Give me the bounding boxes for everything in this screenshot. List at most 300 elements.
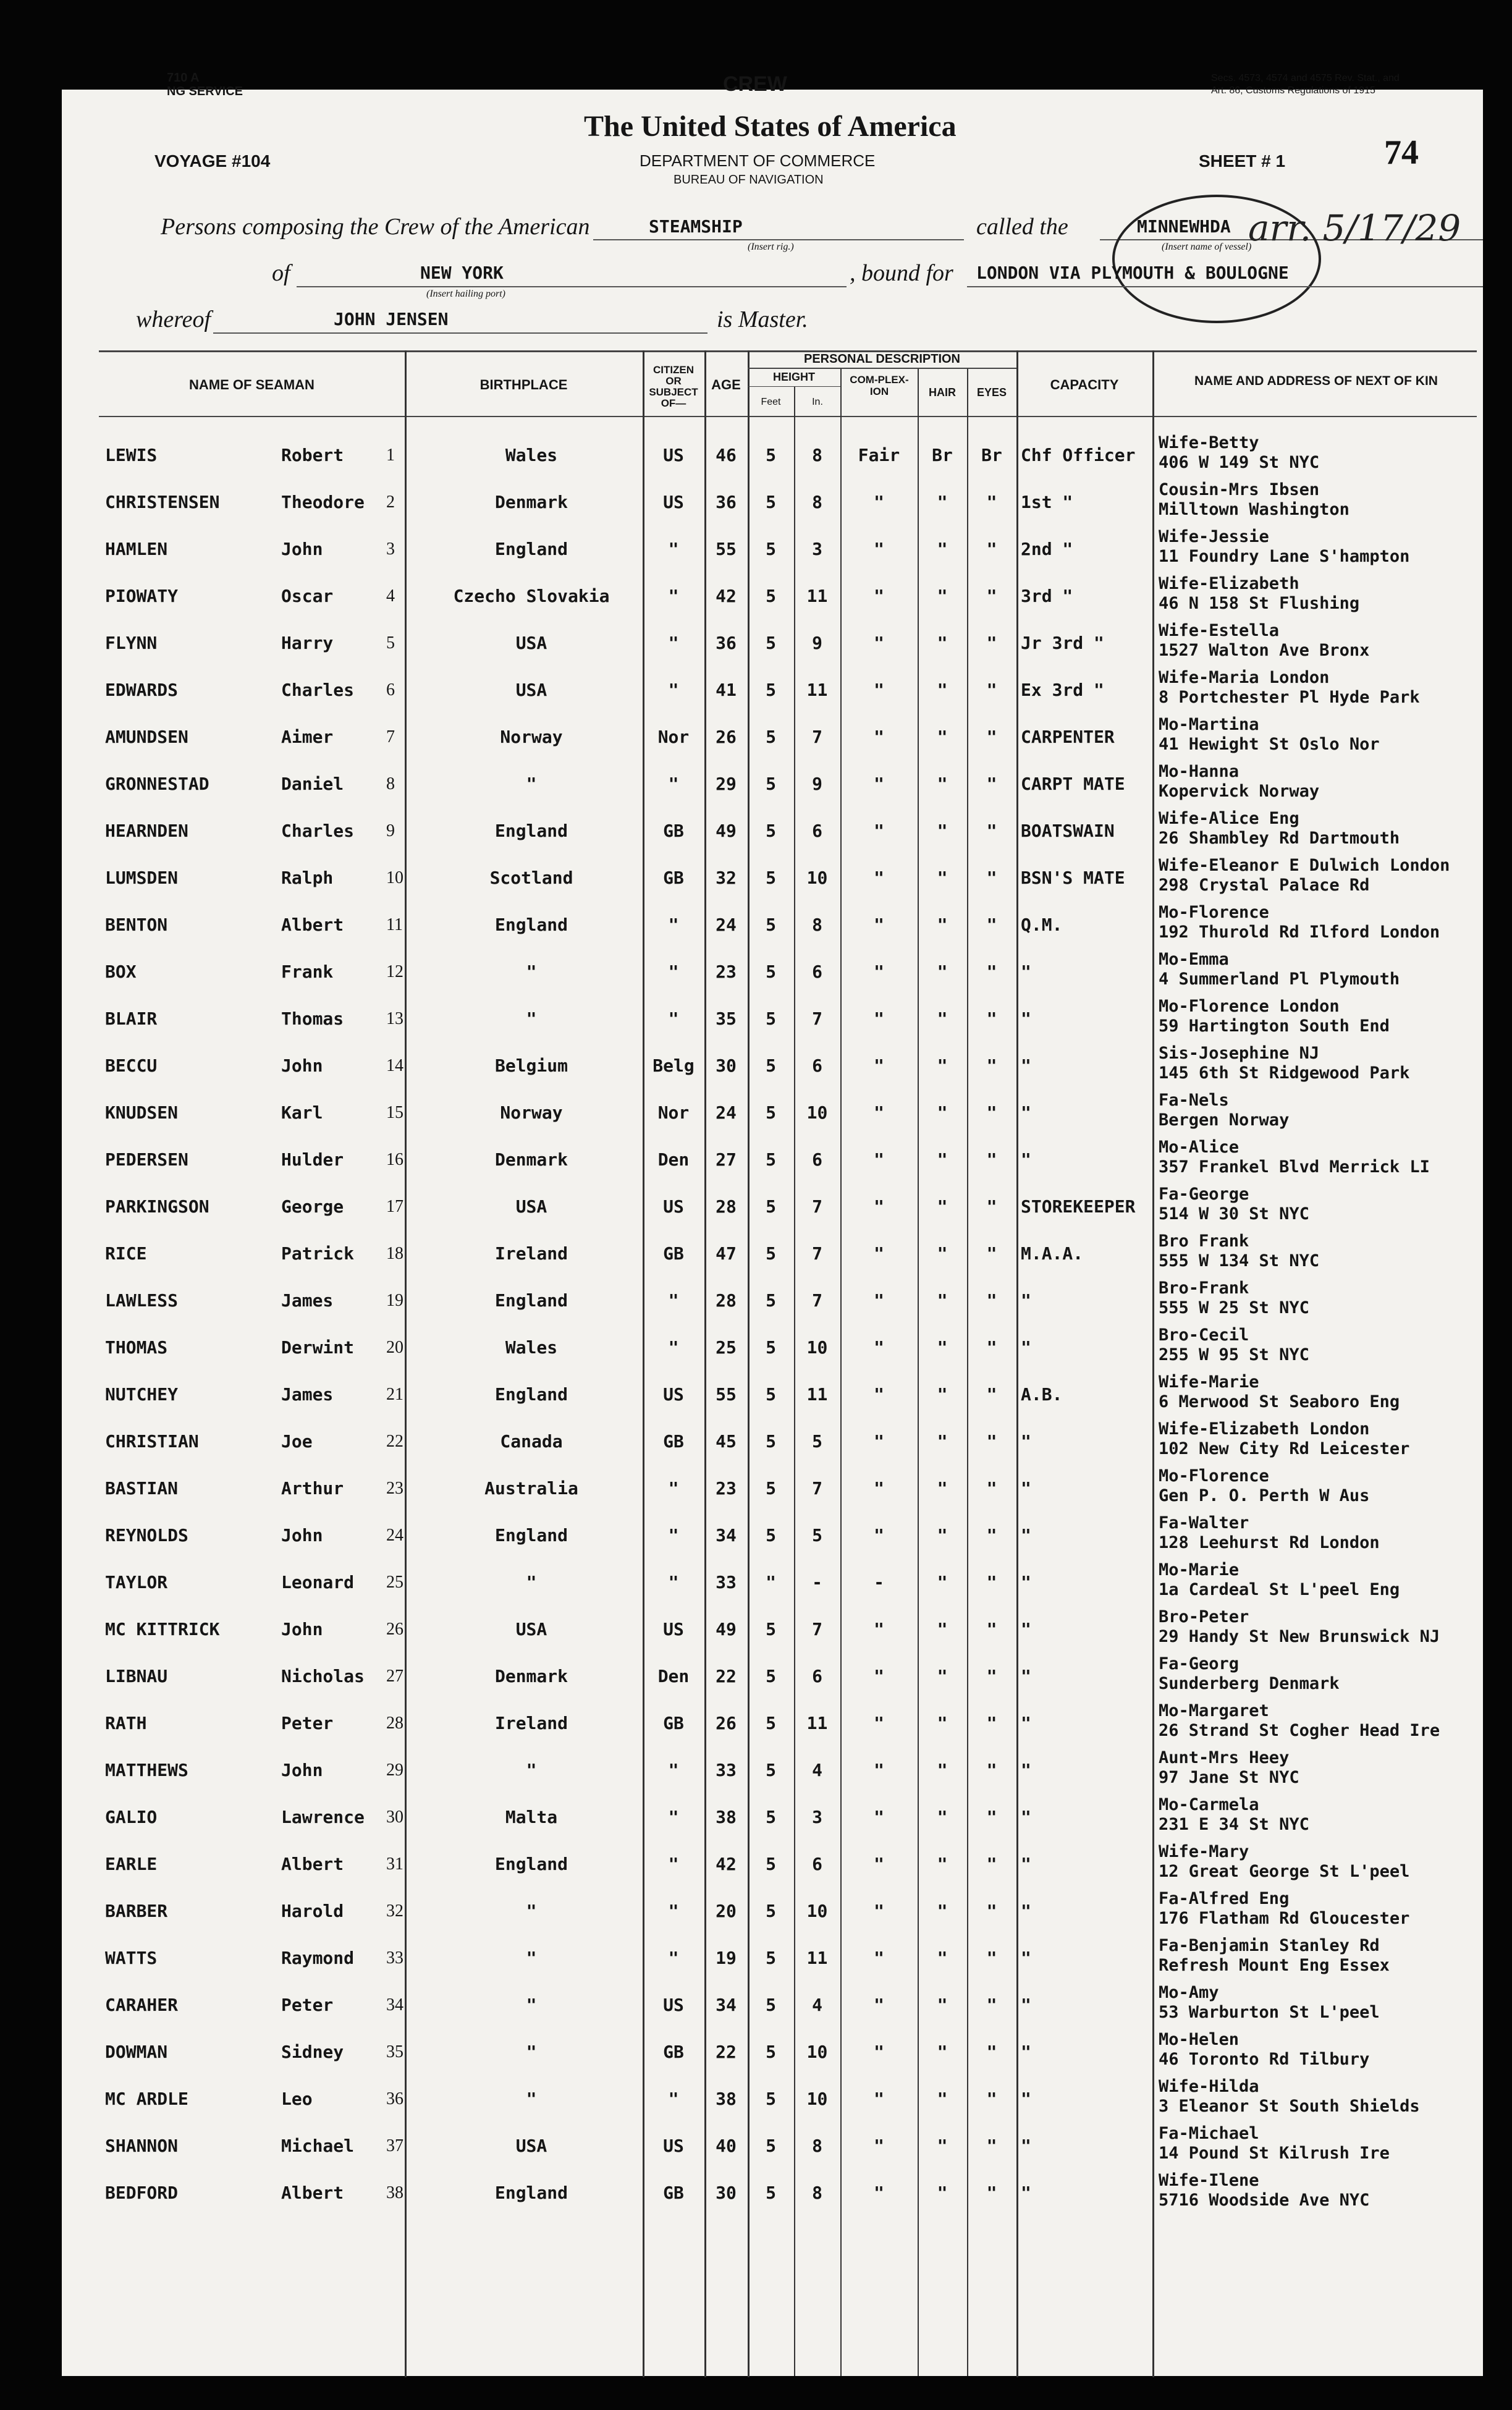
cell-kin-name: Wife-Maria London [1159,668,1330,687]
cell-eyes: " [986,539,997,559]
destination: LONDON VIA PLYMOUTH & BOULOGNE [976,263,1289,283]
cell-kin-name: Fa-Georg [1159,1654,1240,1673]
cell-eyes: " [986,1948,997,1968]
cell-surname: LAWLESS [105,1290,179,1311]
cell-no: 5 [386,633,395,653]
cell-kin-address: 41 Hewight St Oslo Nor [1159,735,1380,754]
cell-in: 6 [812,1666,822,1686]
cell-kin-name: Wife-Marie [1159,1372,1259,1392]
cell-no: 20 [386,1338,403,1357]
cell-age: 49 [716,821,737,841]
header-feet: Feet [761,397,781,407]
cell-birth: " [526,1572,537,1592]
cell-cap: " [1021,1008,1031,1029]
cell-eyes: " [986,727,997,747]
cell-age: 28 [716,1196,737,1217]
cell-age: 47 [716,1243,737,1264]
cell-in: 7 [812,1478,822,1499]
cell-surname: WATTS [105,1948,158,1968]
cell-age: 41 [716,680,737,700]
cell-hair: " [937,1619,948,1639]
cell-comp: " [874,633,884,653]
cell-eyes: " [986,962,997,982]
cell-surname: TAYLOR [105,1572,168,1592]
cell-kin-name: Mo-Florence [1159,903,1269,922]
cell-cap: BOATSWAIN [1021,821,1115,841]
cell-comp: " [874,1901,884,1921]
cell-in: 10 [806,868,828,888]
cell-surname: LUMSDEN [105,868,179,888]
cell-comp: " [874,1431,884,1452]
cell-surname: AMUNDSEN [105,727,188,747]
cell-birth: Ireland [494,1243,568,1264]
cell-kin-name: Mo-Martina [1159,715,1259,734]
cell-age: 30 [716,1055,737,1076]
cell-surname: CARAHER [105,1995,179,2015]
cell-cit: GB [663,2183,684,2203]
cell-kin-name: Mo-Hanna [1159,762,1240,781]
cell-no: 38 [386,2183,403,2202]
cell-hair: " [937,915,948,935]
cell-eyes: Br [981,445,1002,465]
cell-kin-address: 357 Frankel Blvd Merrick LI [1159,1157,1430,1177]
cell-cit: US [663,492,684,512]
cell-kin-name: Fa-George [1159,1185,1249,1204]
cell-kin-address: 176 Flatham Rd Gloucester [1159,1909,1410,1928]
cell-in: 11 [806,586,828,606]
cell-given: Hulder [281,1149,344,1170]
cell-birth: " [526,2042,537,2062]
cell-cap: " [1021,1807,1031,1827]
cell-cit: " [668,1854,679,1874]
rig-caption: (Insert rig.) [748,242,794,252]
cell-birth: Wales [505,445,558,465]
cell-kin-address: 46 N 158 St Flushing [1159,594,1360,613]
cell-comp: " [874,774,884,794]
cell-kin-name: Cousin-Mrs Ibsen [1159,480,1320,499]
cell-cit: " [668,1572,679,1592]
cell-birth: Denmark [494,1666,568,1686]
cell-in: 8 [812,445,822,465]
cell-birth: Ireland [494,1713,568,1733]
cell-comp: " [874,492,884,512]
cell-hair: " [937,1666,948,1686]
cell-hair: " [937,1243,948,1264]
cell-age: 26 [716,727,737,747]
cell-cap: Ex 3rd " [1021,680,1104,700]
cell-kin-name: Aunt-Mrs Heey [1159,1748,1290,1767]
cell-kin-address: 6 Merwood St Seaboro Eng [1159,1392,1400,1411]
cell-age: 19 [716,1948,737,1968]
vessel-name: MINNEWHDA [1137,216,1231,237]
cell-cap: CARPENTER [1021,727,1115,747]
cell-cit: GB [663,1431,684,1452]
cell-ft: 5 [766,1337,776,1358]
cell-hair: " [937,1196,948,1217]
document-title: The United States of America [584,110,957,143]
cell-kin-address: Bergen Norway [1159,1110,1290,1130]
cell-no: 1 [386,446,395,465]
cell-eyes: " [986,2136,997,2156]
cell-in: 8 [812,2136,822,2156]
cell-comp: " [874,1807,884,1827]
cell-comp: " [874,1384,884,1405]
cell-comp: " [874,1948,884,1968]
cell-surname: BASTIAN [105,1478,179,1499]
cell-kin-address: 128 Leehurst Rd London [1159,1533,1380,1552]
cell-birth: Norway [500,1102,563,1123]
cell-age: 33 [716,1572,737,1592]
cell-hair: " [937,1713,948,1733]
cell-birth: England [494,821,568,841]
cell-given: Joe [281,1431,313,1452]
cell-kin-address: Milltown Washington [1159,500,1349,519]
cell-hair: " [937,1572,948,1592]
cell-hair: " [937,539,948,559]
cell-in: 11 [806,1384,828,1405]
cell-no: 28 [386,1714,403,1733]
cell-in: 5 [812,1525,822,1545]
cell-kin-address: 145 6th St Ridgewood Park [1159,1063,1410,1083]
cell-birth: USA [515,2136,547,2156]
cell-in: 3 [812,1807,822,1827]
cell-eyes: " [986,1290,997,1311]
cell-given: Raymond [281,1948,355,1968]
cell-comp: " [874,1619,884,1639]
cell-kin-address: Gen P. O. Perth W Aus [1159,1486,1370,1505]
cell-eyes: " [986,821,997,841]
cell-given: John [281,1525,323,1545]
cell-cap: " [1021,962,1031,982]
cell-ft: 5 [766,1807,776,1827]
cell-in: 6 [812,962,822,982]
cell-cit: " [668,633,679,653]
col-divider [643,350,644,2377]
cell-cap: " [1021,1854,1031,1874]
cell-ft: 5 [766,633,776,653]
hailing-port: NEW YORK [420,263,504,283]
cell-given: Lawrence [281,1807,365,1827]
cell-in: - [812,1572,822,1592]
cell-birth: England [494,1854,568,1874]
cell-given: Aimer [281,727,334,747]
cell-ft: 5 [766,962,776,982]
cell-age: 42 [716,586,737,606]
cell-no: 15 [386,1103,403,1122]
cell-comp: " [874,1149,884,1170]
cell-birth: England [494,915,568,935]
cell-cap: " [1021,1149,1031,1170]
cell-ft: 5 [766,1008,776,1029]
cell-kin-address: 4 Summerland Pl Plymouth [1159,970,1400,989]
cell-comp: " [874,1995,884,2015]
cell-given: Charles [281,821,355,841]
cell-age: 25 [716,1337,737,1358]
cell-ft: 5 [766,1525,776,1545]
cell-ft: 5 [766,1666,776,1686]
hailing-caption: (Insert hailing port) [426,289,505,299]
cell-eyes: " [986,1196,997,1217]
cell-hair: " [937,1807,948,1827]
cell-comp: " [874,1196,884,1217]
cell-no: 34 [386,1995,403,2015]
cell-in: 6 [812,1149,822,1170]
cell-birth: England [494,539,568,559]
port-underline [297,286,847,287]
cell-cap: 1st " [1021,492,1073,512]
col-divider [967,368,968,2376]
cell-cit: " [668,586,679,606]
cell-surname: BLAIR [105,1008,158,1029]
cell-cit: " [668,1337,679,1358]
cell-eyes: " [986,1337,997,1358]
cell-age: 55 [716,1384,737,1405]
cell-age: 46 [716,445,737,465]
cell-ft: 5 [766,1995,776,2015]
cell-cap: Chf Officer [1021,445,1136,465]
cell-ft: 5 [766,1713,776,1733]
cell-ft: 5 [766,445,776,465]
cell-kin-address: 26 Strand St Cogher Head Ire [1159,1721,1440,1740]
cell-birth: " [526,962,537,982]
cell-cit: GB [663,1713,684,1733]
cell-cit: GB [663,2042,684,2062]
cell-birth: Norway [500,727,563,747]
cell-in: 11 [806,1948,828,1968]
cell-eyes: " [986,680,997,700]
cell-cap: " [1021,1619,1031,1639]
cell-in: 9 [812,774,822,794]
cell-eyes: " [986,1572,997,1592]
cell-cit: US [663,1619,684,1639]
cell-cap: " [1021,1102,1031,1123]
cell-surname: NUTCHEY [105,1384,179,1405]
cell-surname: BOX [105,962,137,982]
cell-kin-address: 1a Cardeal St L'peel Eng [1159,1580,1400,1599]
cell-no: 14 [386,1056,403,1075]
cell-comp: " [874,1478,884,1499]
cell-ft: 5 [766,1384,776,1405]
cell-hair: " [937,1055,948,1076]
cell-hair: " [937,1478,948,1499]
cell-hair: " [937,680,948,700]
header-inches: In. [812,397,823,407]
cell-cit: " [668,1008,679,1029]
cell-cit: " [668,539,679,559]
cell-in: 7 [812,1196,822,1217]
cell-age: 35 [716,1008,737,1029]
cell-given: James [281,1384,334,1405]
cell-eyes: " [986,1102,997,1123]
manifest-sheet [62,71,1483,2376]
cell-kin-name: Wife-Hilda [1159,2077,1259,2096]
cell-cap: " [1021,1666,1031,1686]
cell-surname: PEDERSEN [105,1149,188,1170]
cell-birth: England [494,1525,568,1545]
cell-cap: " [1021,1431,1031,1452]
cell-cit: GB [663,1243,684,1264]
cell-surname: GALIO [105,1807,158,1827]
cell-ft: 5 [766,2136,776,2156]
cell-hair: " [937,492,948,512]
cell-in: 7 [812,1619,822,1639]
cell-kin-address: Kopervick Norway [1159,782,1320,801]
cell-in: 8 [812,492,822,512]
cell-given: Peter [281,1713,334,1733]
cell-eyes: " [986,2183,997,2203]
cell-surname: MC ARDLE [105,2089,188,2109]
cell-kin-name: Mo-Florence London [1159,997,1340,1016]
cell-hair: " [937,821,948,841]
cell-hair: " [937,774,948,794]
cell-kin-address: 555 W 25 St NYC [1159,1298,1309,1317]
cell-surname: LEWIS [105,445,158,465]
cell-no: 4 [386,586,395,606]
header-personal-description: PERSONAL DESCRIPTION [804,352,960,366]
cell-surname: THOMAS [105,1337,168,1358]
cell-birth: " [526,1901,537,1921]
cell-no: 35 [386,2042,403,2061]
cell-no: 9 [386,821,395,840]
cell-age: 45 [716,1431,737,1452]
col-divider [748,350,750,2377]
cell-cit: US [663,1384,684,1405]
cell-cit: " [668,680,679,700]
cell-comp: " [874,1713,884,1733]
cell-cap: " [1021,1572,1031,1592]
cell-kin-name: Mo-Florence [1159,1466,1269,1486]
cell-cap: " [1021,1760,1031,1780]
cell-in: 4 [812,1760,822,1780]
cell-eyes: " [986,1995,997,2015]
cell-ft: 5 [766,1243,776,1264]
cell-birth: " [526,1760,537,1780]
cell-given: Sidney [281,2042,344,2062]
cell-comp: " [874,1008,884,1029]
cell-hair: " [937,586,948,606]
cell-birth: Wales [505,1337,558,1358]
cell-comp: " [874,1055,884,1076]
cell-birth: USA [515,680,547,700]
cell-kin-name: Wife-Eleanor E Dulwich London [1159,856,1450,875]
cell-cit: US [663,445,684,465]
cell-no: 26 [386,1620,403,1639]
cell-ft: 5 [766,492,776,512]
cell-cit: Den [657,1149,690,1170]
cell-cap: CARPT MATE [1021,774,1125,794]
cell-age: 28 [716,1290,737,1311]
col-divider [1016,350,1018,2377]
cell-age: 36 [716,492,737,512]
cell-cap: " [1021,1995,1031,2015]
cell-kin-name: Mo-Alice [1159,1138,1240,1157]
cell-age: 29 [716,774,737,794]
cell-kin-name: Mo-Amy [1159,1983,1219,2002]
cell-eyes: " [986,1807,997,1827]
cell-ft: 5 [766,2042,776,2062]
whereof-label: whereof [136,307,211,332]
department: DEPARTMENT OF COMMERCE [640,151,876,170]
cell-birth: Denmark [494,492,568,512]
cell-no: 27 [386,1667,403,1686]
statute-note [1211,72,1400,97]
cell-kin-address: 46 Toronto Rd Tilbury [1159,2050,1370,2069]
cell-hair: " [937,1854,948,1874]
cell-comp: " [874,586,884,606]
cell-surname: EDWARDS [105,680,179,700]
cell-given: Theodore [281,492,365,512]
cell-kin-name: Mo-Helen [1159,2030,1240,2049]
cell-eyes: " [986,492,997,512]
cell-birth: England [494,1290,568,1311]
cell-age: 38 [716,1807,737,1827]
cell-ft: 5 [766,1760,776,1780]
cell-age: 55 [716,539,737,559]
rig-value: STEAMSHIP [649,216,743,237]
cell-hair: " [937,1102,948,1123]
cell-eyes: " [986,1055,997,1076]
cell-no: 25 [386,1573,403,1592]
cell-surname: GRONNESTAD [105,774,209,794]
cell-given: Karl [281,1102,323,1123]
cell-kin-name: Wife-Elizabeth London [1159,1419,1370,1439]
cell-cit: " [668,1948,679,1968]
cell-ft: 5 [766,1149,776,1170]
cell-no: 6 [386,680,395,700]
cell-kin-name: Wife-Jessie [1159,527,1269,546]
cell-in: 10 [806,1102,828,1123]
cell-surname: EARLE [105,1854,158,1874]
cell-no: 31 [386,1854,403,1874]
cell-birth: Denmark [494,1149,568,1170]
cell-ft: 5 [766,2183,776,2203]
cell-surname: BENTON [105,915,168,935]
cell-given: Oscar [281,586,334,606]
cell-given: Frank [281,962,334,982]
cell-given: John [281,1055,323,1076]
bound-for-label: , bound for [850,260,953,286]
cell-kin-name: Mo-Marie [1159,1560,1240,1579]
of-label: of [272,260,290,286]
cell-given: Charles [281,680,355,700]
cell-kin-address: 231 E 34 St NYC [1159,1815,1309,1834]
cell-age: 33 [716,1760,737,1780]
cell-in: 9 [812,633,822,653]
cell-no: 22 [386,1432,403,1451]
header-name: NAME OF SEAMAN [189,377,315,392]
cell-given: Peter [281,1995,334,2015]
cell-hair: " [937,727,948,747]
cell-given: Patrick [281,1243,355,1264]
cell-hair: " [937,2183,948,2203]
cell-no: 24 [386,1526,403,1545]
cell-ft: 5 [766,1619,776,1639]
cell-kin-name: Bro-Peter [1159,1607,1249,1626]
cell-age: 24 [716,915,737,935]
cell-kin-address: 12 Great George St L'peel [1159,1862,1410,1881]
cell-hair: " [937,1995,948,2015]
cell-cit: " [668,1478,679,1499]
cell-birth: England [494,2183,568,2203]
cell-given: Ralph [281,868,334,888]
cell-age: 20 [716,1901,737,1921]
cell-cit: Den [657,1666,690,1686]
cell-hair: " [937,1760,948,1780]
is-master-label: is Master. [717,307,808,332]
form-code: CREW [723,72,787,96]
cell-birth: USA [515,1196,547,1217]
cell-kin-name: Wife-Betty [1159,433,1259,452]
